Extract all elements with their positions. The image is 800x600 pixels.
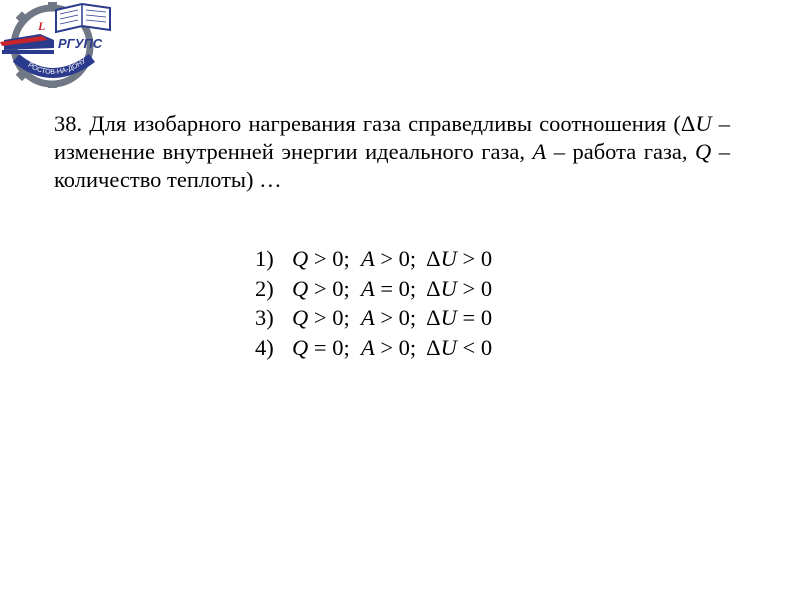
answer-option-3[interactable]: 3) Q > 0; A > 0; Δ U = 0 xyxy=(255,305,493,330)
question-number: 38. xyxy=(54,111,83,136)
logo-mark: L xyxy=(38,19,46,33)
logo-name: РГУПС xyxy=(58,36,103,51)
answer-option-2[interactable]: 2) Q > 0; A = 0; Δ U > 0 xyxy=(255,275,493,301)
answer-options xyxy=(255,244,492,362)
answer-option-4[interactable]: 4) Q = 0; A > 0; Δ U < 0 xyxy=(255,334,493,360)
train-icon xyxy=(0,34,54,54)
question-text: 38. Для изобарного нагревания газа справедливы соотношения (ΔU – изменение внутренней энергии идеального газа, A – работа газа, Q – количество теплоты) … xyxy=(54,111,730,192)
logo-city: РОСТОВ-НА-ДОНУ xyxy=(26,57,88,77)
rgups-logo xyxy=(0,0,116,88)
answer-option-1[interactable]: 1) Q > 0; A > 0; Δ U > 0 xyxy=(255,246,493,271)
